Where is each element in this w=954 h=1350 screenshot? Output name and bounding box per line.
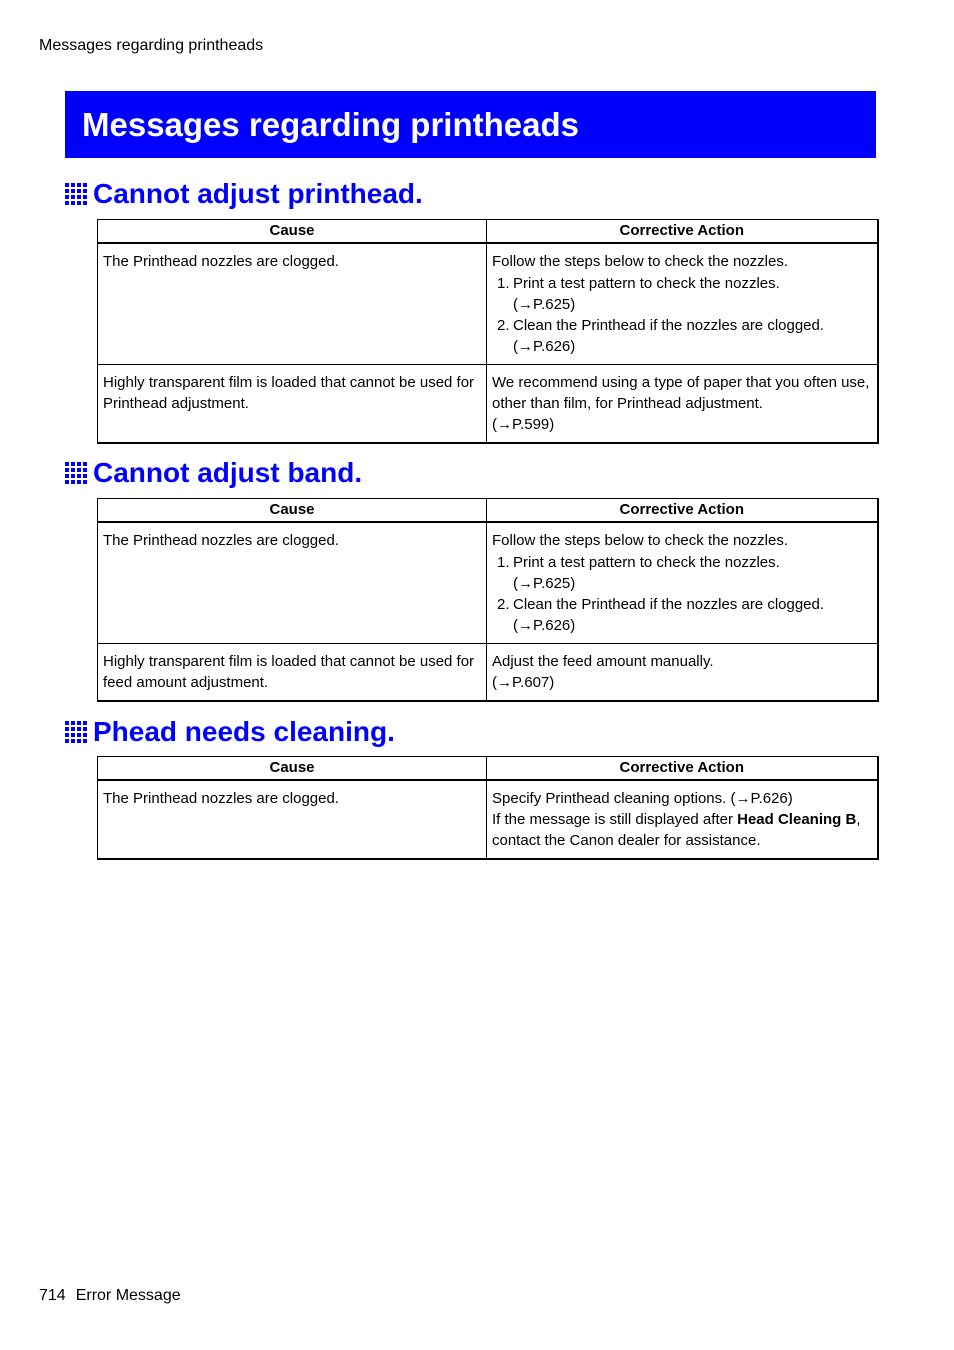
section-title-text: Cannot adjust printhead. (93, 178, 423, 209)
page-reference-link[interactable]: (→P.625) (513, 296, 576, 313)
step-item: 2. Clean the Printhead if the nozzles are clogged. (→P.626) (497, 596, 825, 634)
section-title-cannot-adjust-band (65, 456, 362, 490)
cause-cell: The Printhead nozzles are clogged. (98, 780, 487, 859)
footer-section: Error Message (75, 1287, 181, 1304)
page-reference-link[interactable]: (→P.626) (513, 338, 576, 355)
cause-cell: The Printhead nozzles are clogged. (98, 243, 487, 365)
header-corrective-action: Corrective Action (487, 499, 878, 523)
message-table (97, 756, 879, 860)
header-cause: Cause (98, 499, 487, 523)
action-cell (487, 522, 878, 644)
header-cause: Cause (98, 757, 487, 781)
step-list (497, 552, 872, 636)
cause-cell: Highly transparent film is loaded that cannot be used for Printhead adjustment. (98, 365, 487, 444)
table-header-row (98, 220, 878, 244)
table-row (98, 780, 878, 859)
message-table (97, 219, 879, 444)
header-cause: Cause (98, 220, 487, 244)
section-title-phead-needs-cleaning (65, 715, 395, 749)
head-cleaning-b-label: Head Cleaning B (737, 811, 857, 828)
page-reference-link[interactable]: (→P.599) (492, 416, 555, 433)
step-item: 1. Print a test pattern to check the nozzles. (→P.625) (497, 554, 780, 592)
step-item: 2. Clean the Printhead if the nozzles are clogged. (→P.626) (497, 317, 825, 355)
grid-bullet-icon (65, 183, 87, 205)
action-intro: Follow the steps below to check the nozzles. (492, 253, 788, 270)
header-corrective-action: Corrective Action (487, 220, 878, 244)
step-list (497, 273, 872, 357)
page-footer (39, 1287, 181, 1305)
running-head: Messages regarding printheads (39, 37, 264, 54)
table-header-row (98, 757, 878, 781)
table-row (98, 644, 878, 702)
cause-cell: Highly transparent film is loaded that cannot be used for feed amount adjustment. (98, 644, 487, 702)
section-title-text: Cannot adjust band. (93, 457, 363, 488)
message-table (97, 498, 879, 702)
action-cell (487, 780, 878, 859)
table-row (98, 522, 878, 644)
header-corrective-action: Corrective Action (487, 757, 878, 781)
action-line: Specify Printhead cleaning options. (→P.626) (492, 790, 793, 807)
table-row (98, 365, 878, 444)
table-row (98, 243, 878, 365)
page-title: Messages regarding printheads (82, 106, 579, 143)
grid-bullet-icon (65, 462, 87, 484)
action-line: If the message is still displayed after Head Cleaning B, contact the Canon dealer for assistance. (492, 811, 861, 849)
page-reference-link[interactable]: (→P.626) (513, 617, 576, 634)
action-cell: Adjust the feed amount manually. (→P.607) (487, 644, 878, 702)
section-title-text: Phead needs cleaning. (93, 716, 395, 747)
section-title-cannot-adjust-printhead (65, 177, 423, 211)
page-reference-link[interactable]: (→P.625) (513, 575, 576, 592)
action-cell (487, 243, 878, 365)
grid-bullet-icon (65, 721, 87, 743)
cause-cell: The Printhead nozzles are clogged. (98, 522, 487, 644)
action-cell: We recommend using a type of paper that you often use, other than film, for Printhead adjustment. (→P.599) (487, 365, 878, 444)
action-intro: Follow the steps below to check the nozzles. (492, 532, 788, 549)
page-reference-link[interactable]: (→P.607) (492, 674, 555, 691)
step-item: 1. Print a test pattern to check the nozzles. (→P.625) (497, 275, 780, 313)
page-title-bar (65, 91, 876, 158)
table-header-row (98, 499, 878, 523)
page-number: 714 (39, 1287, 66, 1304)
